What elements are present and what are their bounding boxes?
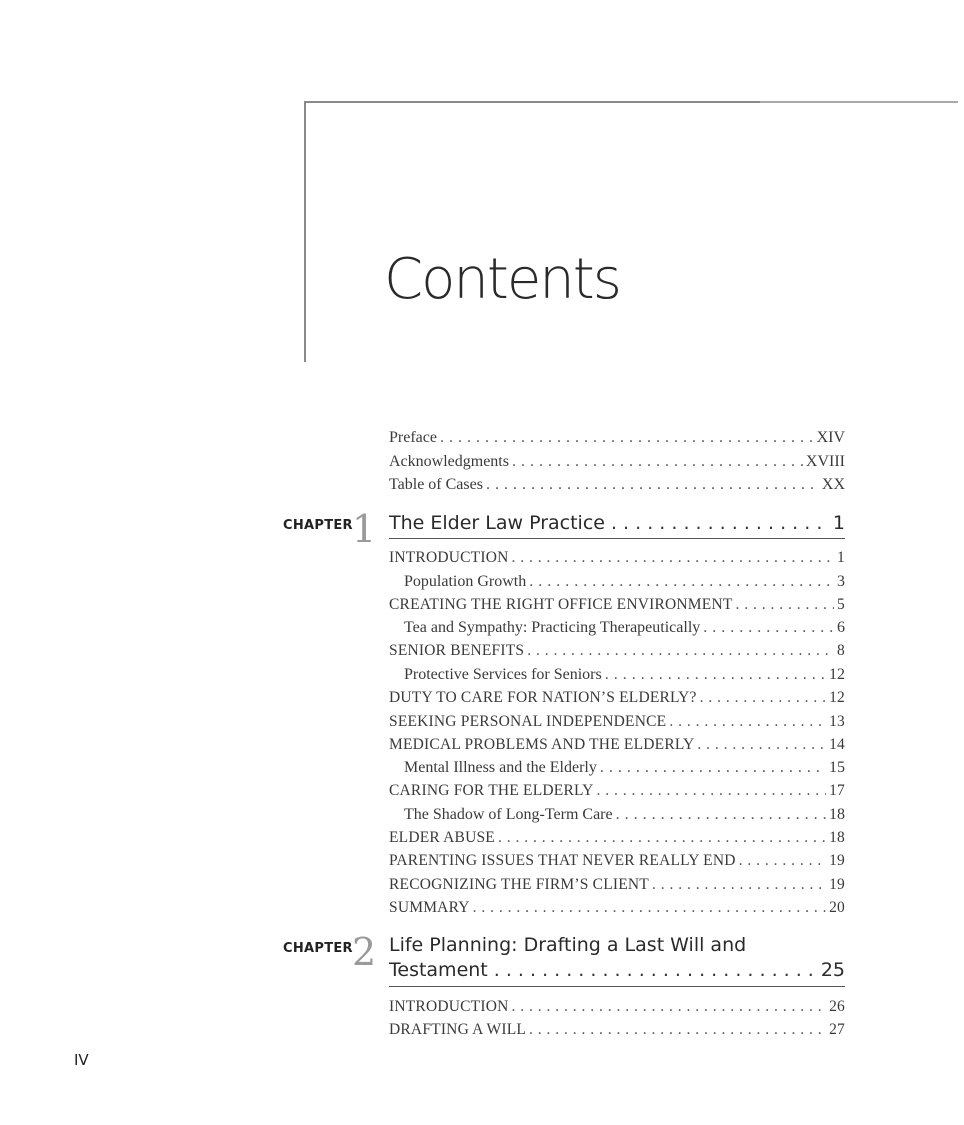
toc-entry[interactable] <box>389 828 845 848</box>
dot-leader <box>512 548 835 568</box>
toc-subentry[interactable] <box>404 758 845 778</box>
toc-entry-page: 12 <box>829 689 845 706</box>
toc-entry-label: Preface <box>389 429 437 446</box>
toc-entry-page: XX <box>821 476 845 493</box>
toc-entry-preface[interactable] <box>389 428 845 448</box>
frame-top-rule-right <box>760 101 958 103</box>
toc-entry-label: SENIOR BENEFITS <box>389 642 525 659</box>
toc-entry[interactable] <box>389 898 845 918</box>
dot-leader <box>597 781 827 801</box>
toc-entry-page: XVIII <box>805 453 845 470</box>
dot-leader <box>512 452 803 472</box>
chapter-page: 25 <box>820 959 845 981</box>
chapter-number: 1 <box>352 507 377 551</box>
toc-entry-page: 6 <box>837 619 845 636</box>
chapter-page: 1 <box>832 512 845 534</box>
dot-leader <box>616 805 826 825</box>
dot-leader <box>529 1020 826 1040</box>
toc-entry-label: RECOGNIZING THE FIRM’S CLIENT <box>389 876 649 893</box>
chapter-title[interactable] <box>389 511 845 536</box>
toc-entry-page: 19 <box>829 876 845 893</box>
toc-entry[interactable] <box>389 688 845 708</box>
toc-entry-page: 19 <box>829 852 845 869</box>
toc-entry-page: 18 <box>829 829 845 846</box>
toc-entry-label: Mental Illness and the Elderly <box>404 759 597 776</box>
toc-entry-label: CREATING THE RIGHT OFFICE ENVIRONMENT <box>389 596 733 613</box>
toc-entry-page: 5 <box>837 596 845 613</box>
dot-leader <box>652 875 826 895</box>
toc-entry-label: INTRODUCTION <box>389 998 509 1015</box>
toc-entry[interactable] <box>389 781 845 801</box>
toc-entry[interactable] <box>389 735 845 755</box>
toc-entry[interactable] <box>389 712 845 732</box>
dot-leader <box>473 898 826 918</box>
toc-entry-label: ELDER ABUSE <box>389 829 495 846</box>
toc-entry-page: 3 <box>837 573 845 590</box>
toc-entry[interactable] <box>389 875 845 895</box>
toc-subentry[interactable] <box>404 618 845 638</box>
dot-leader <box>600 758 826 778</box>
toc-entry-acknowledgments[interactable] <box>389 452 845 472</box>
toc-entry-page: XIV <box>816 429 845 446</box>
toc-entry-label: The Shadow of Long-Term Care <box>404 806 613 823</box>
toc-entry[interactable] <box>389 851 845 871</box>
toc-subentry[interactable] <box>404 572 845 592</box>
frame-top-rule <box>304 101 760 103</box>
toc-entry-page: 20 <box>829 899 845 916</box>
chapter-title[interactable] <box>389 933 845 983</box>
chapter-rule <box>389 986 845 987</box>
chapter-number: 2 <box>352 930 377 974</box>
toc-entry-page: 14 <box>829 736 845 753</box>
dot-leader <box>527 641 834 661</box>
toc-entry-page: 17 <box>829 782 845 799</box>
toc-entry-page: 1 <box>837 549 845 566</box>
toc-entry-label: DRAFTING A WILL <box>389 1021 527 1038</box>
dot-leader <box>486 475 819 495</box>
dot-leader <box>611 511 827 536</box>
toc-entry-page: 8 <box>837 642 845 659</box>
toc-entry[interactable] <box>389 548 845 568</box>
chapter-rule <box>389 538 845 539</box>
toc-entry-label: Table of Cases <box>389 476 483 493</box>
toc-entry-label: SEEKING PERSONAL INDEPENDENCE <box>389 713 667 730</box>
dot-leader <box>512 997 827 1017</box>
toc-entry[interactable] <box>389 1020 845 1040</box>
dot-leader <box>736 595 835 615</box>
dot-leader <box>697 735 826 755</box>
toc-entry-page: 13 <box>829 713 845 730</box>
chapter-label: CHAPTER <box>283 941 353 956</box>
dot-leader <box>703 618 834 638</box>
dot-leader <box>494 958 815 983</box>
dot-leader <box>529 572 834 592</box>
frame-left-rule <box>304 101 306 362</box>
toc-entry-page: 18 <box>829 806 845 823</box>
dot-leader <box>498 828 826 848</box>
toc-entry-label: CARING FOR THE ELDERLY <box>389 782 594 799</box>
dot-leader <box>440 428 814 448</box>
toc-subentry[interactable] <box>404 805 845 825</box>
toc-entry[interactable] <box>389 997 845 1017</box>
toc-entry-page: 27 <box>829 1021 845 1038</box>
toc-entry-page: 15 <box>829 759 845 776</box>
toc-entry-label: DUTY TO CARE FOR NATION’S ELDERLY? <box>389 689 697 706</box>
toc-subentry[interactable] <box>404 665 845 685</box>
page-title: Contents <box>384 247 620 312</box>
toc-entry-page: 26 <box>829 998 845 1015</box>
toc-entry-label: PARENTING ISSUES THAT NEVER REALLY END <box>389 852 736 869</box>
chapter-title-text: Life Planning: Drafting a Last Will and <box>389 934 747 956</box>
toc-entry-label: Tea and Sympathy: Practicing Therapeutically <box>404 619 701 636</box>
toc-entry-label: Population Growth <box>404 573 527 590</box>
dot-leader <box>669 712 826 732</box>
dot-leader <box>700 688 826 708</box>
chapter-label: CHAPTER <box>283 518 353 533</box>
chapter-title-text-continued: Testament <box>389 959 488 981</box>
toc-entry-label: Protective Services for Seniors <box>404 666 602 683</box>
page-number: IV <box>74 1051 89 1069</box>
toc-entry[interactable] <box>389 641 845 661</box>
toc-entry-table-of-cases[interactable] <box>389 475 845 495</box>
toc-entry[interactable] <box>389 595 845 615</box>
toc-entry-label: MEDICAL PROBLEMS AND THE ELDERLY <box>389 736 695 753</box>
toc-entry-page: 12 <box>829 666 845 683</box>
toc-entry-label: INTRODUCTION <box>389 549 509 566</box>
dot-leader <box>605 665 826 685</box>
toc-entry-label: Acknowledgments <box>389 453 509 470</box>
chapter-title-text: The Elder Law Practice <box>389 512 605 534</box>
dot-leader <box>739 851 826 871</box>
toc-entry-label: SUMMARY <box>389 899 470 916</box>
